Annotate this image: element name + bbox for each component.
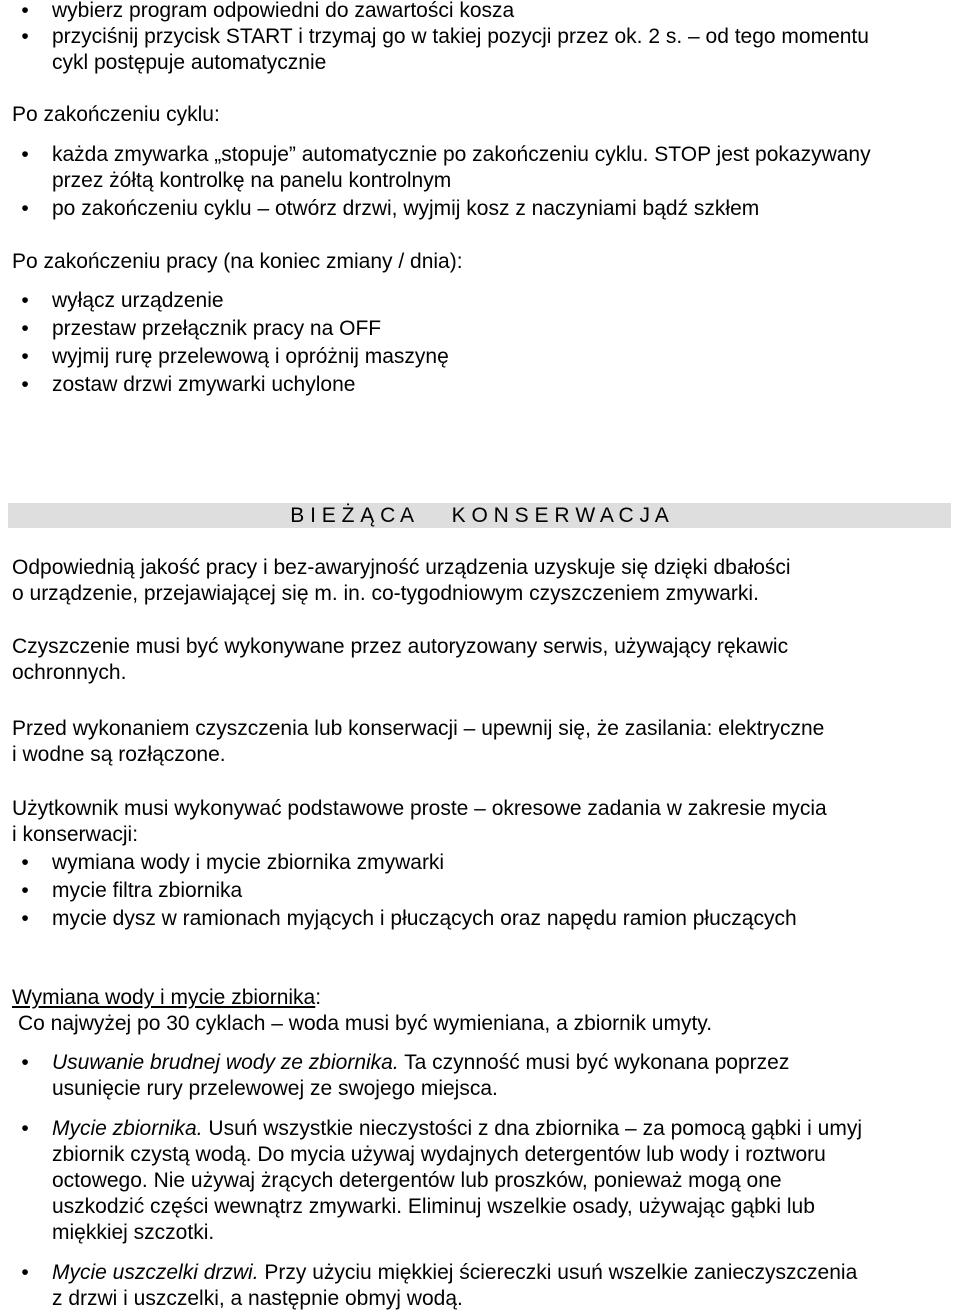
subsection-heading: Wymiana wody i mycie zbiornika: — [12, 986, 322, 1009]
paragraph: Czyszczenie musi być wykonywane przez autoryzowany serwis, używający rękawic ochronnych. — [12, 635, 789, 684]
bullet-icon: • — [21, 197, 29, 220]
list-item-text: wybierz program odpowiedni do zawartości kosza — [52, 0, 515, 22]
paragraph: Odpowiednią jakość pracy i bez-awaryjność urządzenia uzyskuje się dzięki dbałości o urządzenie, przejawiającej się m. in. co-tygodniowym czyszczeniem zmywarki. — [12, 556, 791, 605]
banner-word: B I E Ż Ą C A — [290, 504, 414, 527]
list-item-text: przez żółtą kontrolkę na panelu kontrolnym — [52, 169, 452, 192]
list-item: • Usuwanie brudnej wody ze zbiornika. Ta czynność musi być wykonana poprzez usunięcie rury przelewowej ze swojego miejsca. — [52, 1050, 934, 1102]
list-item-text: po zakończeniu cyklu – otwórz drzwi, wyjmij kosz z naczyniami bądź szkłem — [52, 197, 760, 220]
list-item — [21, 196, 934, 222]
bullet-icon: • — [21, 317, 29, 340]
bullet-icon: • — [21, 25, 29, 48]
bullet-icon: • — [21, 143, 29, 166]
section-heading: Po zakończeniu cyklu: — [12, 103, 220, 126]
bullet-icon: • — [21, 0, 29, 22]
list-item-text: wyłącz urządzenie — [52, 289, 224, 312]
list-item-text: wyjmij rurę przelewową i opróżnij maszynę — [52, 345, 449, 368]
list-item-text: przyciśnij przycisk START i trzymaj go w takiej pozycji przez ok. 2 s. – od tego momentu — [52, 25, 869, 48]
bullet-icon: • — [21, 1117, 29, 1140]
list-item: • Mycie zbiornika. Usuń wszystkie nieczystości z dna zbiornika – za pomocą gąbki i umyj zbiornik czystą wodą. Do mycia używaj wydajnych detergentów lub wody i roztworu octowego. Nie używaj żrących detergentów lub proszków, ponieważ mogą one uszkodzić części wewnątrz zmywarki. Eliminuj wszelkie osady, używając gąbki lub miękkiej szczotki. — [52, 1116, 934, 1246]
list-item — [21, 850, 934, 876]
paragraph: Przed wykonaniem czyszczenia lub konserwacji – upewnij się, że zasilania: elektryczne i wodne są rozłączone. — [12, 717, 825, 766]
list-item — [21, 372, 934, 398]
list-item-text: wymiana wody i mycie zbiornika zmywarki — [52, 851, 445, 874]
list-item-text: każda zmywarka „stopuje” automatycznie po zakończeniu cyklu. STOP jest pokazywany — [52, 143, 871, 166]
list-item-text: mycie filtra zbiornika — [52, 879, 243, 902]
list-item-text: mycie dysz w ramionach myjących i płuczących oraz napędu ramion płuczących — [52, 907, 797, 930]
list-item — [21, 288, 934, 314]
bullet-icon: • — [21, 851, 29, 874]
list-item — [21, 344, 934, 370]
bullet-icon: • — [21, 879, 29, 902]
bullet-icon: • — [21, 1051, 29, 1074]
section-heading: Po zakończeniu pracy (na koniec zmiany / dnia): — [12, 250, 463, 273]
paragraph: Użytkownik musi wykonywać podstawowe proste – okresowe zadania w zakresie mycia i konserwacji: — [12, 797, 827, 846]
list-item-text: cykl postępuje automatycznie — [52, 51, 327, 74]
bullet-icon: • — [21, 345, 29, 368]
paragraph: Co najwyżej po 30 cyklach – woda musi być wymieniana, a zbiornik umyty. — [18, 1012, 713, 1035]
list-item — [21, 0, 934, 24]
list-item — [21, 878, 934, 904]
list-item: • Mycie uszczelki drzwi. Przy użyciu miękkiej ściereczki usuń wszelkie zanieczyszczenia z drzwi i uszczelki, a następnie obmyj wodą. — [52, 1260, 934, 1312]
list-item — [21, 24, 934, 76]
list-item-text: zostaw drzwi zmywarki uchylone — [52, 373, 356, 396]
list-item — [21, 142, 934, 194]
list-item — [21, 316, 934, 342]
bullet-icon: • — [21, 1261, 29, 1284]
list-item-text: przestaw przełącznik pracy na OFF — [52, 317, 382, 340]
list-item — [21, 906, 934, 932]
section-banner — [8, 503, 951, 528]
bullet-icon: • — [21, 373, 29, 396]
bullet-icon: • — [21, 289, 29, 312]
banner-word: K O N S E R W A C J A — [451, 504, 669, 527]
bullet-icon: • — [21, 907, 29, 930]
